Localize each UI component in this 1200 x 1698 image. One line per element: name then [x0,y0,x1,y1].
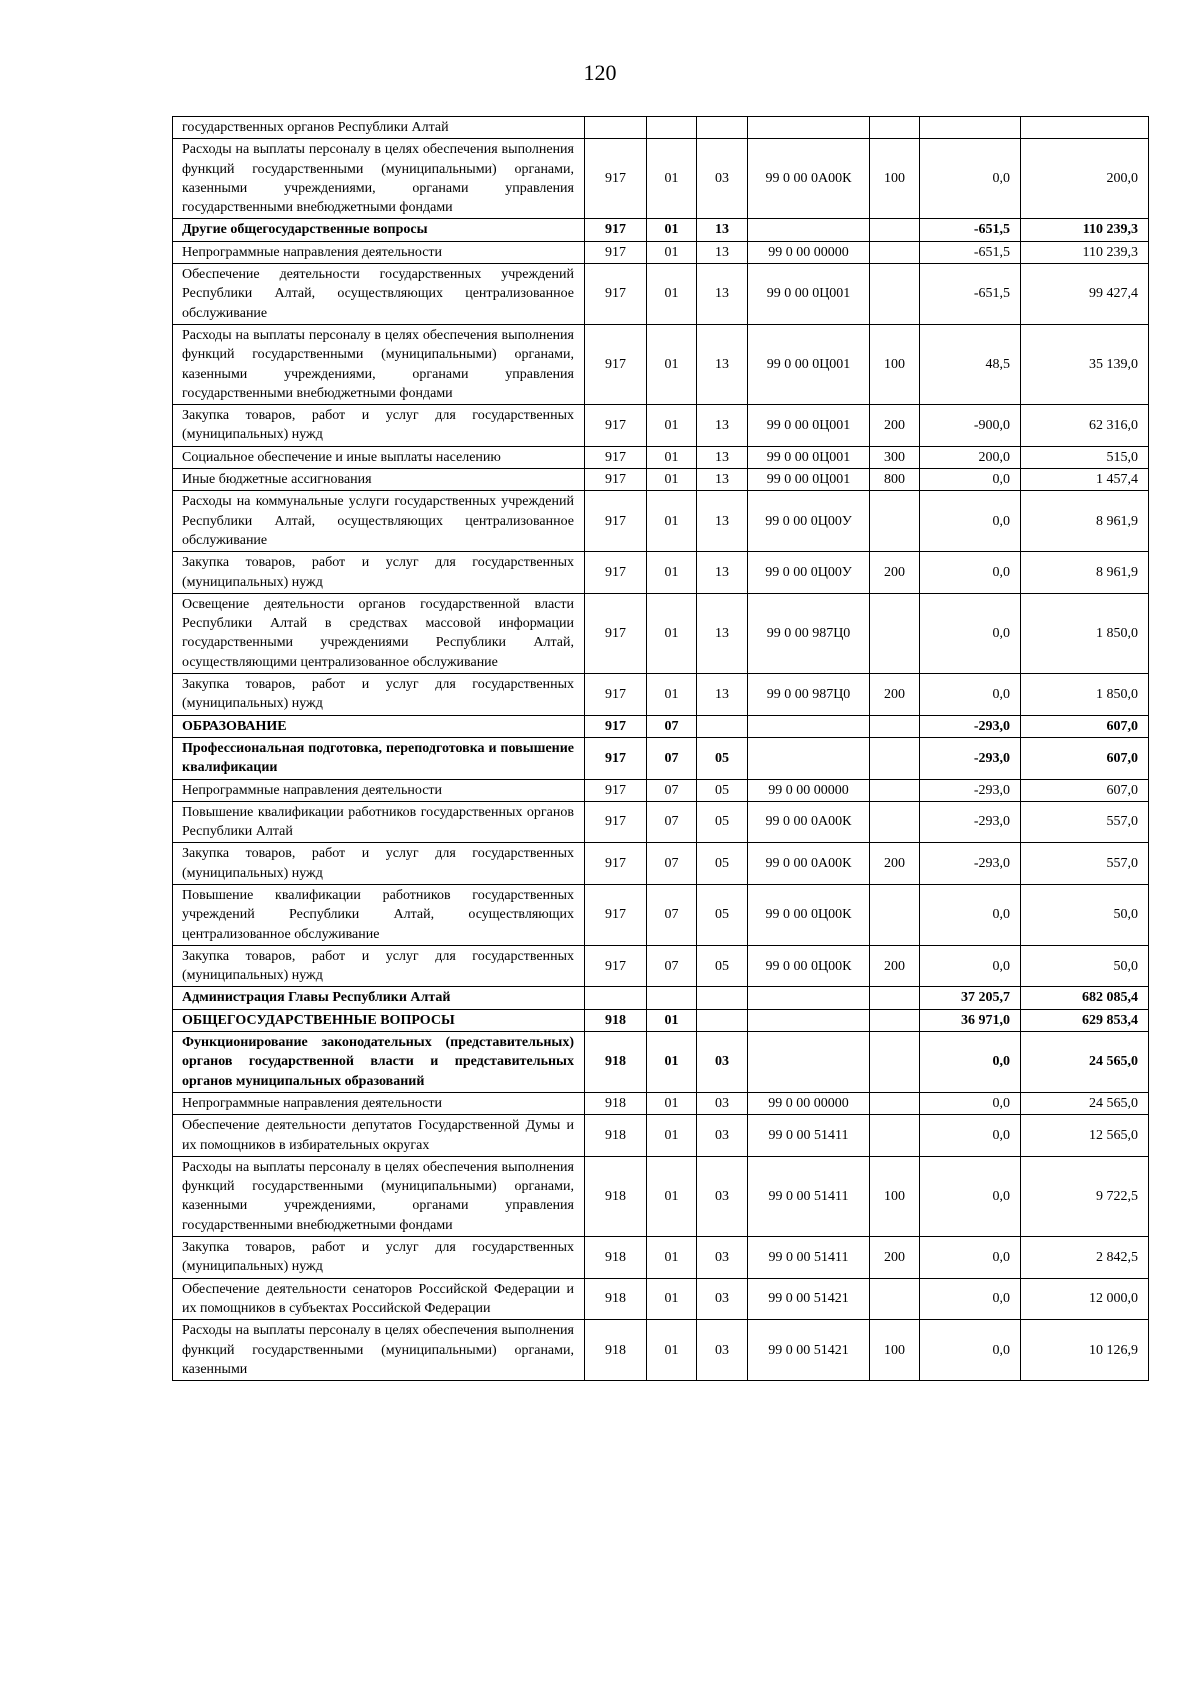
section-code-cell: 01 [647,1320,697,1381]
expense-type-code-cell [870,779,920,801]
table-row [173,1237,1149,1279]
section-code-cell: 07 [647,715,697,737]
row-name-cell: Непрограммные направления деятельности [173,779,585,801]
total-amount-cell: 12 565,0 [1021,1115,1149,1157]
change-amount-cell: 0,0 [920,1237,1021,1279]
expense-type-code-cell [870,219,920,241]
section-code-cell: 07 [647,779,697,801]
total-amount-cell: 10 126,9 [1021,1320,1149,1381]
table-row [173,674,1149,716]
ved-code-cell: 918 [585,1278,647,1320]
total-amount-cell: 110 239,3 [1021,219,1149,241]
row-name-cell: ОБЩЕГОСУДАРСТВЕННЫЕ ВОПРОСЫ [173,1009,585,1031]
total-amount-cell: 9 722,5 [1021,1156,1149,1236]
expense-type-code-cell [870,241,920,263]
row-name-cell: Повышение квалификации работников государственных органов Республики Алтай [173,801,585,843]
section-code-cell: 01 [647,324,697,404]
change-amount-cell: 0,0 [920,1320,1021,1381]
target-item-code-cell: 99 0 00 0Ц001 [748,324,870,404]
ved-code-cell: 917 [585,264,647,325]
change-amount-cell: -293,0 [920,801,1021,843]
table-row [173,139,1149,219]
total-amount-cell: 24 565,0 [1021,1032,1149,1093]
section-code-cell: 01 [647,1009,697,1031]
target-item-code-cell: 99 0 00 0Ц00У [748,552,870,594]
table-row [173,737,1149,779]
total-amount-cell: 607,0 [1021,715,1149,737]
ved-code-cell: 918 [585,1092,647,1114]
target-item-code-cell: 99 0 00 0А00К [748,139,870,219]
row-name-cell: Непрограммные направления деятельности [173,241,585,263]
row-name-cell: Расходы на выплаты персоналу в целях обеспечения выполнения функций государственными (муниципальными) органами, казенными учреждениями, органами управления государственными внебюджетными фондами [173,324,585,404]
section-code-cell: 01 [647,1092,697,1114]
change-amount-cell: 0,0 [920,469,1021,491]
row-name-cell: Повышение квалификации работников государственных учреждений Республики Алтай, осуществляющих централизованное обслуживание [173,884,585,945]
row-name-cell: Другие общегосударственные вопросы [173,219,585,241]
subsection-code-cell: 13 [697,469,748,491]
subsection-code-cell: 05 [697,945,748,987]
target-item-code-cell: 99 0 00 0Ц001 [748,264,870,325]
change-amount-cell: 0,0 [920,1156,1021,1236]
target-item-code-cell: 99 0 00 00000 [748,779,870,801]
section-code-cell: 01 [647,593,697,673]
expense-type-code-cell [870,801,920,843]
table-row [173,117,1149,139]
subsection-code-cell: 13 [697,491,748,552]
change-amount-cell: 0,0 [920,491,1021,552]
change-amount-cell: 48,5 [920,324,1021,404]
target-item-code-cell: 99 0 00 0А00К [748,801,870,843]
table-row [173,779,1149,801]
target-item-code-cell: 99 0 00 0Ц001 [748,446,870,468]
total-amount-cell: 607,0 [1021,779,1149,801]
page-number: 120 [583,60,617,85]
total-amount-cell: 629 853,4 [1021,1009,1149,1031]
row-name-cell: Расходы на коммунальные услуги государственных учреждений Республики Алтай, осуществляющих централизованное обслуживание [173,491,585,552]
subsection-code-cell [697,1009,748,1031]
ved-code-cell: 917 [585,405,647,447]
change-amount-cell: 0,0 [920,884,1021,945]
ved-code-cell: 918 [585,1032,647,1093]
change-amount-cell [920,117,1021,139]
total-amount-cell: 607,0 [1021,737,1149,779]
table-row [173,446,1149,468]
expense-type-code-cell: 300 [870,446,920,468]
target-item-code-cell [748,987,870,1009]
change-amount-cell: -651,5 [920,264,1021,325]
subsection-code-cell: 13 [697,219,748,241]
table-row [173,1278,1149,1320]
total-amount-cell: 557,0 [1021,843,1149,885]
row-name-cell: Закупка товаров, работ и услуг для государственных (муниципальных) нужд [173,405,585,447]
ved-code-cell: 918 [585,1237,647,1279]
section-code-cell: 01 [647,264,697,325]
ved-code-cell: 917 [585,446,647,468]
row-name-cell: Профессиональная подготовка, переподготовка и повышение квалификации [173,737,585,779]
row-name-cell: Обеспечение деятельности депутатов Государственной Думы и их помощников в избирательных округах [173,1115,585,1157]
row-name-cell: Освещение деятельности органов государственной власти Республики Алтай в средствах массовой информации государственными учреждениями Республики Алтай, осуществляющими централизованное обслуживание [173,593,585,673]
table-row [173,241,1149,263]
table-row [173,1092,1149,1114]
row-name-cell: Закупка товаров, работ и услуг для государственных (муниципальных) нужд [173,674,585,716]
row-name-cell: государственных органов Республики Алтай [173,117,585,139]
section-code-cell: 01 [647,1032,697,1093]
subsection-code-cell: 13 [697,264,748,325]
expense-type-code-cell [870,1032,920,1093]
target-item-code-cell: 99 0 00 51421 [748,1278,870,1320]
table-row [173,843,1149,885]
table-row [173,801,1149,843]
total-amount-cell: 110 239,3 [1021,241,1149,263]
expense-type-code-cell [870,737,920,779]
expense-type-code-cell [870,491,920,552]
subsection-code-cell: 13 [697,593,748,673]
target-item-code-cell [748,1032,870,1093]
expense-type-code-cell [870,593,920,673]
target-item-code-cell: 99 0 00 0Ц00К [748,884,870,945]
ved-code-cell: 917 [585,324,647,404]
subsection-code-cell: 05 [697,737,748,779]
expense-type-code-cell: 200 [870,674,920,716]
section-code-cell: 01 [647,491,697,552]
ved-code-cell [585,117,647,139]
table-row [173,1032,1149,1093]
target-item-code-cell: 99 0 00 51421 [748,1320,870,1381]
section-code-cell: 01 [647,219,697,241]
subsection-code-cell: 05 [697,843,748,885]
row-name-cell: Функционирование законодательных (представительных) органов государственной власти и представительных органов муниципальных образований [173,1032,585,1093]
ved-code-cell: 917 [585,219,647,241]
ved-code-cell: 918 [585,1009,647,1031]
table-row [173,1009,1149,1031]
subsection-code-cell: 03 [697,1278,748,1320]
subsection-code-cell: 03 [697,1115,748,1157]
expense-type-code-cell: 100 [870,324,920,404]
expense-type-code-cell: 100 [870,139,920,219]
subsection-code-cell: 05 [697,801,748,843]
section-code-cell: 07 [647,843,697,885]
row-name-cell: Расходы на выплаты персоналу в целях обеспечения выполнения функций государственными (муниципальными) органами, казенными учреждениями, органами управления государственными внебюджетными фондами [173,139,585,219]
expense-type-code-cell: 200 [870,1237,920,1279]
table-row [173,264,1149,325]
ved-code-cell: 918 [585,1156,647,1236]
row-name-cell: Непрограммные направления деятельности [173,1092,585,1114]
change-amount-cell: 36 971,0 [920,1009,1021,1031]
total-amount-cell: 557,0 [1021,801,1149,843]
table-row [173,945,1149,987]
subsection-code-cell: 05 [697,884,748,945]
subsection-code-cell: 03 [697,1320,748,1381]
total-amount-cell: 8 961,9 [1021,552,1149,594]
ved-code-cell: 917 [585,139,647,219]
total-amount-cell: 1 850,0 [1021,593,1149,673]
change-amount-cell: 0,0 [920,1278,1021,1320]
change-amount-cell: -293,0 [920,779,1021,801]
total-amount-cell: 50,0 [1021,884,1149,945]
ved-code-cell: 917 [585,737,647,779]
row-name-cell: Закупка товаров, работ и услуг для государственных (муниципальных) нужд [173,843,585,885]
total-amount-cell: 35 139,0 [1021,324,1149,404]
target-item-code-cell [748,737,870,779]
expense-type-code-cell: 200 [870,843,920,885]
total-amount-cell: 8 961,9 [1021,491,1149,552]
table-row [173,715,1149,737]
target-item-code-cell: 99 0 00 00000 [748,241,870,263]
expense-type-code-cell [870,987,920,1009]
expense-type-code-cell: 200 [870,405,920,447]
row-name-cell: ОБРАЗОВАНИЕ [173,715,585,737]
target-item-code-cell: 99 0 00 987Ц0 [748,674,870,716]
target-item-code-cell: 99 0 00 00000 [748,1092,870,1114]
total-amount-cell [1021,117,1149,139]
expense-type-code-cell: 800 [870,469,920,491]
change-amount-cell: 0,0 [920,1032,1021,1093]
row-name-cell: Закупка товаров, работ и услуг для государственных (муниципальных) нужд [173,945,585,987]
table-row [173,1115,1149,1157]
expense-type-code-cell [870,1115,920,1157]
table-row [173,491,1149,552]
ved-code-cell: 917 [585,779,647,801]
section-code-cell [647,987,697,1009]
section-code-cell: 01 [647,1278,697,1320]
subsection-code-cell: 03 [697,1032,748,1093]
change-amount-cell: -293,0 [920,737,1021,779]
target-item-code-cell: 99 0 00 51411 [748,1156,870,1236]
section-code-cell: 01 [647,552,697,594]
subsection-code-cell: 03 [697,1092,748,1114]
expense-type-code-cell [870,264,920,325]
expense-type-code-cell [870,884,920,945]
total-amount-cell: 62 316,0 [1021,405,1149,447]
change-amount-cell: 0,0 [920,139,1021,219]
target-item-code-cell [748,1009,870,1031]
table-row [173,1320,1149,1381]
change-amount-cell: 37 205,7 [920,987,1021,1009]
section-code-cell: 07 [647,945,697,987]
change-amount-cell: 0,0 [920,552,1021,594]
table-row [173,469,1149,491]
subsection-code-cell: 03 [697,139,748,219]
subsection-code-cell: 13 [697,241,748,263]
change-amount-cell: -651,5 [920,219,1021,241]
expense-type-code-cell: 200 [870,552,920,594]
target-item-code-cell: 99 0 00 987Ц0 [748,593,870,673]
target-item-code-cell [748,219,870,241]
total-amount-cell: 515,0 [1021,446,1149,468]
row-name-cell: Закупка товаров, работ и услуг для государственных (муниципальных) нужд [173,552,585,594]
subsection-code-cell [697,117,748,139]
total-amount-cell: 682 085,4 [1021,987,1149,1009]
table-row [173,405,1149,447]
row-name-cell: Расходы на выплаты персоналу в целях обеспечения выполнения функций государственными (муниципальными) органами, казенными [173,1320,585,1381]
change-amount-cell: 0,0 [920,593,1021,673]
section-code-cell: 01 [647,446,697,468]
ved-code-cell: 917 [585,715,647,737]
section-code-cell: 01 [647,1156,697,1236]
subsection-code-cell: 13 [697,674,748,716]
ved-code-cell: 917 [585,945,647,987]
ved-code-cell: 917 [585,491,647,552]
total-amount-cell: 200,0 [1021,139,1149,219]
table-row [173,884,1149,945]
total-amount-cell: 24 565,0 [1021,1092,1149,1114]
expense-type-code-cell [870,715,920,737]
budget-table-body [173,117,1149,1381]
section-code-cell: 01 [647,1115,697,1157]
ved-code-cell: 917 [585,674,647,716]
subsection-code-cell: 03 [697,1237,748,1279]
change-amount-cell: 200,0 [920,446,1021,468]
row-name-cell: Обеспечение деятельности сенаторов Российской Федерации и их помощников в субъектах Российской Федерации [173,1278,585,1320]
ved-code-cell: 917 [585,843,647,885]
target-item-code-cell [748,715,870,737]
subsection-code-cell [697,987,748,1009]
table-row [173,1156,1149,1236]
section-code-cell: 01 [647,1237,697,1279]
total-amount-cell: 1 457,4 [1021,469,1149,491]
row-name-cell: Расходы на выплаты персоналу в целях обеспечения выполнения функций государственными (муниципальными) органами, казенными учреждениями, органами управления государственными внебюджетными фондами [173,1156,585,1236]
section-code-cell: 01 [647,241,697,263]
change-amount-cell: -293,0 [920,843,1021,885]
budget-table [172,116,1149,1381]
change-amount-cell: -900,0 [920,405,1021,447]
target-item-code-cell: 99 0 00 0Ц001 [748,405,870,447]
ved-code-cell: 917 [585,552,647,594]
target-item-code-cell: 99 0 00 0Ц00К [748,945,870,987]
expense-type-code-cell [870,1009,920,1031]
expense-type-code-cell: 100 [870,1320,920,1381]
table-row [173,324,1149,404]
section-code-cell: 07 [647,737,697,779]
row-name-cell: Обеспечение деятельности государственных учреждений Республики Алтай, осуществляющих централизованное обслуживание [173,264,585,325]
section-code-cell: 07 [647,884,697,945]
total-amount-cell: 12 000,0 [1021,1278,1149,1320]
section-code-cell: 01 [647,405,697,447]
target-item-code-cell: 99 0 00 0Ц001 [748,469,870,491]
target-item-code-cell: 99 0 00 51411 [748,1237,870,1279]
change-amount-cell: 0,0 [920,1115,1021,1157]
change-amount-cell: 0,0 [920,1092,1021,1114]
total-amount-cell: 50,0 [1021,945,1149,987]
ved-code-cell: 918 [585,1320,647,1381]
ved-code-cell [585,987,647,1009]
table-row [173,552,1149,594]
ved-code-cell: 917 [585,884,647,945]
table-row [173,593,1149,673]
section-code-cell: 07 [647,801,697,843]
row-name-cell: Закупка товаров, работ и услуг для государственных (муниципальных) нужд [173,1237,585,1279]
change-amount-cell: -651,5 [920,241,1021,263]
change-amount-cell: -293,0 [920,715,1021,737]
section-code-cell: 01 [647,469,697,491]
subsection-code-cell: 13 [697,405,748,447]
target-item-code-cell: 99 0 00 0А00К [748,843,870,885]
expense-type-code-cell [870,117,920,139]
subsection-code-cell: 13 [697,324,748,404]
row-name-cell: Иные бюджетные ассигнования [173,469,585,491]
subsection-code-cell: 03 [697,1156,748,1236]
target-item-code-cell [748,117,870,139]
total-amount-cell: 1 850,0 [1021,674,1149,716]
ved-code-cell: 917 [585,593,647,673]
target-item-code-cell: 99 0 00 0Ц00У [748,491,870,552]
row-name-cell: Социальное обеспечение и иные выплаты населению [173,446,585,468]
ved-code-cell: 917 [585,801,647,843]
section-code-cell [647,117,697,139]
table-row [173,987,1149,1009]
section-code-cell: 01 [647,139,697,219]
subsection-code-cell: 13 [697,552,748,594]
total-amount-cell: 99 427,4 [1021,264,1149,325]
ved-code-cell: 918 [585,1115,647,1157]
total-amount-cell: 2 842,5 [1021,1237,1149,1279]
table-row [173,219,1149,241]
change-amount-cell: 0,0 [920,945,1021,987]
target-item-code-cell: 99 0 00 51411 [748,1115,870,1157]
row-name-cell: Администрация Главы Республики Алтай [173,987,585,1009]
ved-code-cell: 917 [585,241,647,263]
subsection-code-cell [697,715,748,737]
subsection-code-cell: 05 [697,779,748,801]
expense-type-code-cell: 200 [870,945,920,987]
ved-code-cell: 917 [585,469,647,491]
expense-type-code-cell: 100 [870,1156,920,1236]
expense-type-code-cell [870,1278,920,1320]
expense-type-code-cell [870,1092,920,1114]
section-code-cell: 01 [647,674,697,716]
subsection-code-cell: 13 [697,446,748,468]
change-amount-cell: 0,0 [920,674,1021,716]
